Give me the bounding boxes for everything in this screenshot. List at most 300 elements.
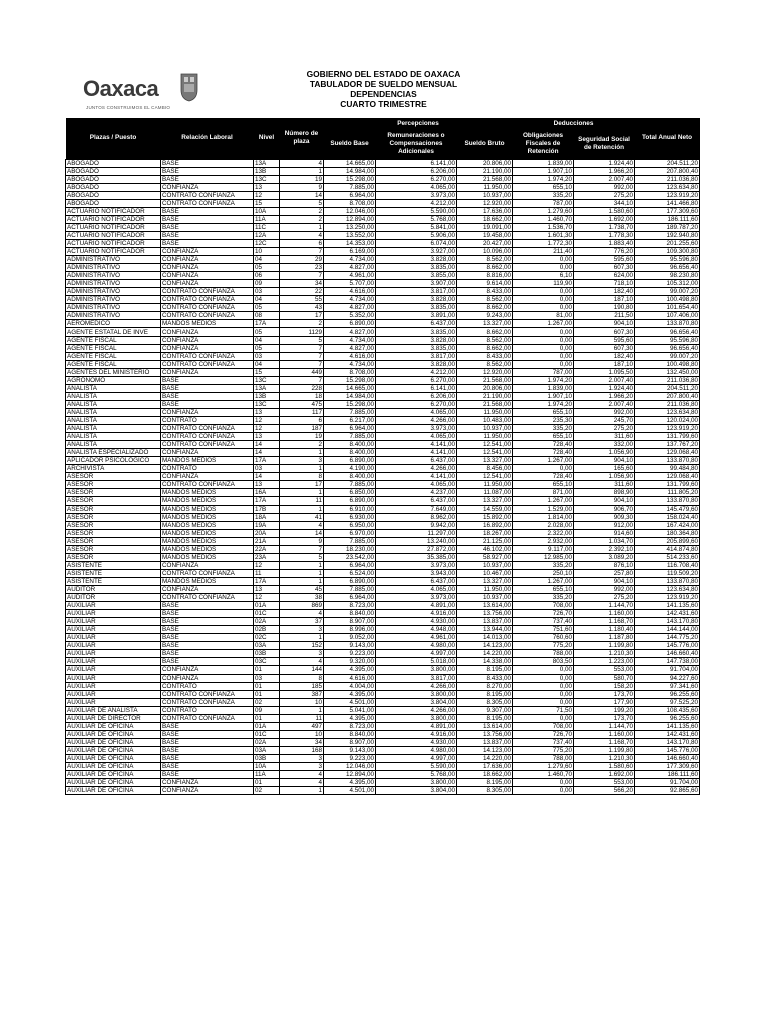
plaza-cell: AGENTE FISCAL (66, 360, 161, 368)
seguridad-cell: 158,20 (574, 682, 635, 690)
sueldo-bruto-cell: 8.456,00 (457, 465, 513, 473)
remuneraciones-cell: 4.237,00 (376, 489, 457, 497)
nivel-cell: 03C (254, 658, 280, 666)
obligaciones-cell: 0,00 (513, 352, 574, 360)
relacion-cell: MANDOS MEDIOS (161, 505, 254, 513)
nivel-cell: 01 (254, 666, 280, 674)
sueldo-bruto-cell: 8.195,00 (457, 714, 513, 722)
num-plaza-cell: 185 (280, 682, 324, 690)
sueldo-base-cell: 7.885,00 (324, 183, 376, 191)
nivel-cell: 17A (254, 497, 280, 505)
remuneraciones-cell: 35.385,00 (376, 553, 457, 561)
nivel-cell: 11A (254, 215, 280, 223)
sueldo-bruto-cell: 21.190,00 (457, 167, 513, 175)
num-plaza-cell: 4 (280, 231, 324, 239)
relacion-cell: BASE (161, 175, 254, 183)
num-plaza-cell: 34 (280, 280, 324, 288)
table-row (66, 441, 700, 449)
relacion-cell: CONFIANZA (161, 787, 254, 795)
nivel-cell: 13B (254, 167, 280, 175)
seguridad-cell: 1.199,80 (574, 746, 635, 754)
remuneraciones-cell: 3.943,00 (376, 569, 457, 577)
remuneraciones-cell: 6.437,00 (376, 457, 457, 465)
plaza-cell: ANALISTA (66, 417, 161, 425)
col-remuneraciones-header: Remuneraciones o Compensaciones Adicionales (376, 129, 457, 159)
seguridad-cell: 1.692,00 (574, 771, 635, 779)
sueldo-bruto-cell: 19.458,00 (457, 231, 513, 239)
nivel-cell: 04 (254, 360, 280, 368)
remuneraciones-cell: 4.212,00 (376, 368, 457, 376)
nivel-cell: 10 (254, 248, 280, 256)
table-row (66, 449, 700, 457)
sueldo-base-cell: 9.143,00 (324, 746, 376, 754)
plaza-cell: AUXILIAR DE OFICINA (66, 779, 161, 787)
nivel-cell: 12 (254, 594, 280, 602)
sueldo-base-cell: 4.616,00 (324, 288, 376, 296)
num-plaza-cell: 11 (280, 497, 324, 505)
obligaciones-cell: 726,70 (513, 730, 574, 738)
total-cell: 144.144,00 (635, 626, 700, 634)
table-row (66, 336, 700, 344)
table-row (66, 344, 700, 352)
remuneraciones-cell: 4.980,00 (376, 746, 457, 754)
obligaciones-cell: 655,10 (513, 183, 574, 191)
sueldo-base-cell: 13.250,00 (324, 223, 376, 231)
remuneraciones-cell: 3.835,00 (376, 328, 457, 336)
num-plaza-cell: 8 (280, 674, 324, 682)
obligaciones-cell: 2.322,00 (513, 529, 574, 537)
total-cell: 96.255,60 (635, 690, 700, 698)
remuneraciones-cell: 3.828,00 (376, 360, 457, 368)
num-plaza-cell: 7 (280, 344, 324, 352)
sueldo-bruto-cell: 10.937,00 (457, 594, 513, 602)
plaza-cell: AGENTE FISCAL (66, 352, 161, 360)
num-plaza-cell: 17 (280, 312, 324, 320)
nivel-cell: 19A (254, 521, 280, 529)
seguridad-cell: 624,00 (574, 272, 635, 280)
relacion-cell: BASE (161, 602, 254, 610)
remuneraciones-cell: 9.942,00 (376, 521, 457, 529)
obligaciones-cell: 2.932,00 (513, 537, 574, 545)
remuneraciones-cell: 5.768,00 (376, 771, 457, 779)
plaza-cell: ANALISTA (66, 392, 161, 400)
relacion-cell: BASE (161, 746, 254, 754)
nivel-cell: 04 (254, 256, 280, 264)
sueldo-bruto-cell: 11.087,00 (457, 489, 513, 497)
relacion-cell: BASE (161, 618, 254, 626)
table-row (66, 489, 700, 497)
total-cell: 111.805,20 (635, 489, 700, 497)
sueldo-base-cell: 4.004,00 (324, 682, 376, 690)
total-cell: 96.656,40 (635, 328, 700, 336)
seguridad-cell: 776,20 (574, 248, 635, 256)
nivel-cell: 13C (254, 175, 280, 183)
nivel-cell: 12 (254, 417, 280, 425)
table-row (66, 457, 700, 465)
sueldo-base-cell: 9.052,00 (324, 634, 376, 642)
sueldo-bruto-cell: 10.467,00 (457, 569, 513, 577)
relacion-cell: CONTRATO CONFIANZA (161, 304, 254, 312)
total-cell: 107.406,00 (635, 312, 700, 320)
sueldo-base-cell: 7.885,00 (324, 585, 376, 593)
sueldo-bruto-cell: 20.806,00 (457, 159, 513, 167)
num-plaza-cell: 38 (280, 594, 324, 602)
table-row (66, 545, 700, 553)
obligaciones-cell: 655,10 (513, 481, 574, 489)
col-nivel-header: Nivel (254, 118, 280, 159)
obligaciones-cell: 335,20 (513, 561, 574, 569)
relacion-cell: BASE (161, 626, 254, 634)
total-cell: 123.919,20 (635, 594, 700, 602)
obligaciones-cell: 751,60 (513, 626, 574, 634)
plaza-cell: APLICADOR PSICOLOGICO (66, 457, 161, 465)
total-cell: 145.479,60 (635, 505, 700, 513)
sueldo-bruto-cell: 10.096,00 (457, 248, 513, 256)
sueldo-base-cell: 14.665,00 (324, 384, 376, 392)
total-cell: 142.431,60 (635, 610, 700, 618)
relacion-cell: CONFIANZA (161, 280, 254, 288)
obligaciones-cell: 708,00 (513, 602, 574, 610)
percepciones-group-header: Percepciones (324, 118, 513, 129)
num-plaza-cell: 29 (280, 256, 324, 264)
table-row (66, 392, 700, 400)
seguridad-cell: 2.007,40 (574, 400, 635, 408)
num-plaza-cell: 6 (280, 417, 324, 425)
remuneraciones-cell: 3.907,00 (376, 280, 457, 288)
remuneraciones-cell: 4.212,00 (376, 199, 457, 207)
plaza-cell: ABOGADO (66, 199, 161, 207)
document-heading (0, 69, 768, 109)
sueldo-base-cell: 12.894,00 (324, 771, 376, 779)
num-plaza-cell: 4 (280, 610, 324, 618)
total-cell: 205.899,60 (635, 537, 700, 545)
sueldo-bruto-cell: 8.816,00 (457, 272, 513, 280)
plaza-cell: AGENTE ESTATAL DE INVE (66, 328, 161, 336)
remuneraciones-cell: 3.973,00 (376, 594, 457, 602)
seguridad-cell: 718,10 (574, 280, 635, 288)
remuneraciones-cell: 3.835,00 (376, 264, 457, 272)
nivel-cell: 06 (254, 272, 280, 280)
sueldo-bruto-cell: 46.102,00 (457, 545, 513, 553)
seguridad-cell: 1.966,20 (574, 167, 635, 175)
obligaciones-cell: 335,20 (513, 425, 574, 433)
sueldo-base-cell: 4.395,00 (324, 714, 376, 722)
obligaciones-cell: 1.839,00 (513, 384, 574, 392)
num-plaza-cell: 3 (280, 626, 324, 634)
nivel-cell: 15 (254, 368, 280, 376)
remuneraciones-cell: 5.018,00 (376, 658, 457, 666)
col-plaza-header: Plazas / Puesto (66, 118, 161, 159)
nivel-cell: 11C (254, 223, 280, 231)
num-plaza-cell: 1 (280, 706, 324, 714)
nivel-cell: 12 (254, 191, 280, 199)
sueldo-bruto-cell: 14.013,00 (457, 634, 513, 642)
remuneraciones-cell: 6.437,00 (376, 320, 457, 328)
nivel-cell: 11 (254, 569, 280, 577)
relacion-cell: MANDOS MEDIOS (161, 489, 254, 497)
sueldo-base-cell: 8.840,00 (324, 730, 376, 738)
plaza-cell: ADMINISTRATIVO (66, 304, 161, 312)
table-row (66, 167, 700, 175)
num-plaza-cell: 23 (280, 264, 324, 272)
total-cell: 99.007,20 (635, 352, 700, 360)
remuneraciones-cell: 3.800,00 (376, 690, 457, 698)
obligaciones-cell: 1.601,30 (513, 231, 574, 239)
obligaciones-cell: 211,40 (513, 248, 574, 256)
plaza-cell: ADMINISTRATIVO (66, 280, 161, 288)
remuneraciones-cell: 3.804,00 (376, 698, 457, 706)
nivel-cell: 18A (254, 513, 280, 521)
sueldo-base-cell: 4.734,00 (324, 336, 376, 344)
remuneraciones-cell: 5.906,00 (376, 231, 457, 239)
sueldo-base-cell: 5.707,00 (324, 280, 376, 288)
remuneraciones-cell: 3.891,00 (376, 312, 457, 320)
total-cell: 186.111,60 (635, 771, 700, 779)
plaza-cell: ASISTENTE (66, 569, 161, 577)
total-cell: 123.634,80 (635, 183, 700, 191)
sueldo-base-cell: 6.169,00 (324, 248, 376, 256)
remuneraciones-cell: 4.997,00 (376, 650, 457, 658)
obligaciones-cell: 1.279,60 (513, 763, 574, 771)
table-row (66, 602, 700, 610)
sueldo-base-cell: 15.298,00 (324, 175, 376, 183)
relacion-cell: CONFIANZA (161, 449, 254, 457)
plaza-cell: ASESOR (66, 489, 161, 497)
total-cell: 141.135,60 (635, 602, 700, 610)
nivel-cell: 03 (254, 674, 280, 682)
nivel-cell: 13A (254, 159, 280, 167)
seguridad-cell: 2.007,40 (574, 376, 635, 384)
sueldo-base-cell: 8.400,00 (324, 473, 376, 481)
plaza-cell: AUXILIAR (66, 658, 161, 666)
plaza-cell: ANALISTA (66, 441, 161, 449)
table-row (66, 779, 700, 787)
total-cell: 100.498,80 (635, 296, 700, 304)
sueldo-base-cell: 12.894,00 (324, 215, 376, 223)
obligaciones-cell: 0,00 (513, 336, 574, 344)
plaza-cell: ASESOR (66, 529, 161, 537)
seguridad-cell: 1.580,60 (574, 763, 635, 771)
obligaciones-cell: 760,60 (513, 634, 574, 642)
sueldo-bruto-cell: 17.636,00 (457, 207, 513, 215)
sueldo-base-cell: 6.950,00 (324, 521, 376, 529)
nivel-cell: 13B (254, 392, 280, 400)
sueldo-bruto-cell: 13.756,00 (457, 730, 513, 738)
total-cell: 120.024,00 (635, 417, 700, 425)
col-total-header: Total Anual Neto (635, 118, 700, 159)
obligaciones-cell: 775,20 (513, 642, 574, 650)
relacion-cell: BASE (161, 239, 254, 247)
seguridad-cell: 1.187,80 (574, 634, 635, 642)
total-cell: 99.007,20 (635, 288, 700, 296)
sueldo-base-cell: 4.734,00 (324, 256, 376, 264)
seguridad-cell: 909,30 (574, 513, 635, 521)
seguridad-cell: 173,70 (574, 690, 635, 698)
remuneraciones-cell: 4.266,00 (376, 465, 457, 473)
seguridad-cell: 311,60 (574, 481, 635, 489)
table-row (66, 191, 700, 199)
num-plaza-cell: 7 (280, 248, 324, 256)
relacion-cell: BASE (161, 167, 254, 175)
total-cell: 145.776,00 (635, 746, 700, 754)
seguridad-cell: 173,70 (574, 714, 635, 722)
sueldo-bruto-cell: 11.950,00 (457, 585, 513, 593)
relacion-cell: BASE (161, 754, 254, 762)
remuneraciones-cell: 3.817,00 (376, 288, 457, 296)
num-plaza-cell: 1129 (280, 328, 324, 336)
num-plaza-cell: 11 (280, 714, 324, 722)
sueldo-base-cell: 8.840,00 (324, 610, 376, 618)
seguridad-cell: 1.199,80 (574, 642, 635, 650)
table-row (66, 730, 700, 738)
nivel-cell: 02B (254, 626, 280, 634)
table-row (66, 231, 700, 239)
table-row (66, 690, 700, 698)
total-cell: 137.767,20 (635, 441, 700, 449)
sueldo-base-cell: 8.907,00 (324, 618, 376, 626)
total-cell: 123.634,80 (635, 585, 700, 593)
col-relacion-header: Relación Laboral (161, 118, 254, 159)
plaza-cell: AGRONOMO (66, 376, 161, 384)
table-row (66, 473, 700, 481)
sueldo-bruto-cell: 8.195,00 (457, 690, 513, 698)
obligaciones-cell: 0,00 (513, 328, 574, 336)
num-plaza-cell: 2 (280, 215, 324, 223)
relacion-cell: BASE (161, 730, 254, 738)
sueldo-base-cell: 6.964,00 (324, 425, 376, 433)
sueldo-base-cell: 6.850,00 (324, 489, 376, 497)
table-row (66, 771, 700, 779)
sueldo-base-cell: 9.143,00 (324, 642, 376, 650)
obligaciones-cell: 1.267,00 (513, 320, 574, 328)
plaza-cell: AUXILIAR DE OFICINA (66, 730, 161, 738)
table-row (66, 585, 700, 593)
seguridad-cell: 1.210,30 (574, 754, 635, 762)
sueldo-base-cell: 4.827,00 (324, 264, 376, 272)
total-cell: 207.800,40 (635, 392, 700, 400)
sueldo-bruto-cell: 9.307,00 (457, 706, 513, 714)
plaza-cell: ACTUARIO NOTIFICADOR (66, 215, 161, 223)
sueldo-base-cell: 23.542,00 (324, 553, 376, 561)
num-plaza-cell: 1 (280, 465, 324, 473)
seguridad-cell: 1.778,30 (574, 231, 635, 239)
plaza-cell: ADMINISTRATIVO (66, 256, 161, 264)
num-plaza-cell: 55 (280, 296, 324, 304)
relacion-cell: CONTRATO CONFIANZA (161, 433, 254, 441)
plaza-cell: ASISTENTE (66, 561, 161, 569)
table-row (66, 642, 700, 650)
total-cell: 129.068,40 (635, 449, 700, 457)
table-row (66, 272, 700, 280)
sueldo-bruto-cell: 12.541,00 (457, 449, 513, 457)
sueldo-bruto-cell: 10.937,00 (457, 425, 513, 433)
table-row (66, 529, 700, 537)
total-cell: 180.364,80 (635, 529, 700, 537)
nivel-cell: 03 (254, 352, 280, 360)
remuneraciones-cell: 4.065,00 (376, 585, 457, 593)
nivel-cell: 03A (254, 746, 280, 754)
sueldo-base-cell: 6.930,00 (324, 513, 376, 521)
plaza-cell: AGENTES DEL MINISTERIO (66, 368, 161, 376)
nivel-cell: 01A (254, 602, 280, 610)
obligaciones-cell: 0,00 (513, 666, 574, 674)
relacion-cell: BASE (161, 223, 254, 231)
plaza-cell: ASESOR (66, 521, 161, 529)
sueldo-bruto-cell: 11.950,00 (457, 408, 513, 416)
seguridad-cell: 245,70 (574, 417, 635, 425)
table-row (66, 706, 700, 714)
seguridad-cell: 553,00 (574, 666, 635, 674)
seguridad-cell: 344,10 (574, 199, 635, 207)
sueldo-base-cell: 4.190,00 (324, 465, 376, 473)
relacion-cell: CONFIANZA (161, 408, 254, 416)
num-plaza-cell: 4 (280, 658, 324, 666)
table-row (66, 666, 700, 674)
obligaciones-cell: 787,00 (513, 199, 574, 207)
sueldo-base-cell: 7.885,00 (324, 408, 376, 416)
sueldo-base-cell: 8.723,00 (324, 602, 376, 610)
remuneraciones-cell: 6.270,00 (376, 175, 457, 183)
sueldo-base-cell: 8.400,00 (324, 449, 376, 457)
nivel-cell: 14 (254, 441, 280, 449)
num-plaza-cell: 387 (280, 690, 324, 698)
total-cell: 147.738,00 (635, 658, 700, 666)
relacion-cell: CONFIANZA (161, 328, 254, 336)
obligaciones-cell: 1.974,20 (513, 376, 574, 384)
plaza-cell: AUXILIAR (66, 618, 161, 626)
remuneraciones-cell: 3.828,00 (376, 336, 457, 344)
table-row (66, 698, 700, 706)
seguridad-cell: 1.924,40 (574, 384, 635, 392)
sueldo-bruto-cell: 18.662,00 (457, 215, 513, 223)
nivel-cell: 02C (254, 634, 280, 642)
obligaciones-cell: 1.529,00 (513, 505, 574, 513)
remuneraciones-cell: 6.141,00 (376, 384, 457, 392)
plaza-cell: ARCHIVISTA (66, 465, 161, 473)
total-cell: 211.036,80 (635, 400, 700, 408)
total-cell: 94.227,60 (635, 674, 700, 682)
num-plaza-cell: 4 (280, 771, 324, 779)
seguridad-cell: 904,10 (574, 320, 635, 328)
obligaciones-cell: 1.460,70 (513, 215, 574, 223)
remuneraciones-cell: 4.891,00 (376, 722, 457, 730)
plaza-cell: ADMINISTRATIVO (66, 272, 161, 280)
sueldo-bruto-cell: 14.123,00 (457, 746, 513, 754)
remuneraciones-cell: 4.916,00 (376, 610, 457, 618)
obligaciones-cell: 1.772,30 (513, 239, 574, 247)
plaza-cell: ABOGADO (66, 167, 161, 175)
nivel-cell: 02A (254, 618, 280, 626)
num-plaza-cell: 7 (280, 376, 324, 384)
num-plaza-cell: 37 (280, 618, 324, 626)
relacion-cell: CONFIANZA (161, 248, 254, 256)
table-row (66, 763, 700, 771)
total-cell: 109.300,80 (635, 248, 700, 256)
obligaciones-cell: 119,90 (513, 280, 574, 288)
sueldo-bruto-cell: 13.327,00 (457, 497, 513, 505)
plaza-cell: AUXILIAR DE OFICINA (66, 754, 161, 762)
num-plaza-cell: 1 (280, 569, 324, 577)
sueldo-base-cell: 4.961,00 (324, 272, 376, 280)
seguridad-cell: 332,00 (574, 441, 635, 449)
total-cell: 177.309,60 (635, 207, 700, 215)
table-body (66, 159, 700, 795)
relacion-cell: BASE (161, 642, 254, 650)
table-row (66, 360, 700, 368)
relacion-cell: CONFIANZA (161, 368, 254, 376)
nivel-cell: 13 (254, 481, 280, 489)
nivel-cell: 17B (254, 505, 280, 513)
